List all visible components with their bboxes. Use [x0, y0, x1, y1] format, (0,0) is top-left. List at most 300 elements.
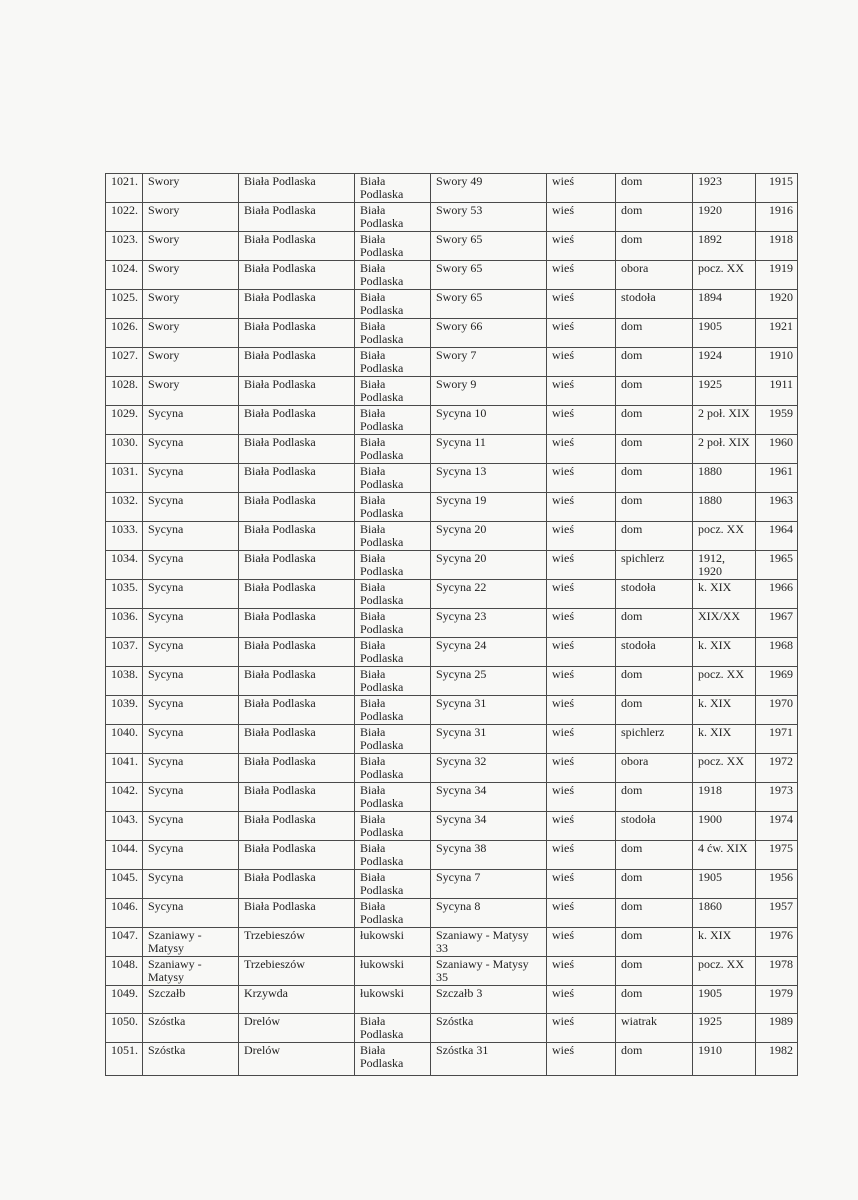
table-row [106, 812, 798, 841]
address-cell: Sycyna 20 [431, 522, 547, 551]
town-cell: Sycyna [143, 841, 239, 870]
object-cell: dom [616, 348, 693, 377]
row-number: 1047. [106, 928, 143, 957]
type-cell: wieś [547, 174, 616, 203]
gmina-cell: Biała Podlaska [239, 783, 355, 812]
town-cell: Sycyna [143, 522, 239, 551]
dating-cell: 4 ćw. XIX [693, 841, 756, 870]
dating-cell: k. XIX [693, 580, 756, 609]
town-cell: Swory [143, 348, 239, 377]
town-cell: Swory [143, 290, 239, 319]
town-cell: Sycyna [143, 812, 239, 841]
address-cell: Szaniawy - Matysy 35 [431, 957, 547, 986]
row-number: 1028. [106, 377, 143, 406]
type-cell: wieś [547, 725, 616, 754]
gmina-cell: Biała Podlaska [239, 203, 355, 232]
register-id-cell: 1963 [756, 493, 798, 522]
address-cell: Sycyna 38 [431, 841, 547, 870]
dating-cell: 1880 [693, 464, 756, 493]
row-number: 1051. [106, 1042, 143, 1075]
table-row [106, 522, 798, 551]
town-cell: Szczałb [143, 986, 239, 1014]
dating-cell: 1880 [693, 493, 756, 522]
address-cell: Szaniawy - Matysy 33 [431, 928, 547, 957]
type-cell: wieś [547, 290, 616, 319]
register-id-cell: 1915 [756, 174, 798, 203]
object-cell: dom [616, 899, 693, 928]
dating-cell: 2 poł. XIX [693, 435, 756, 464]
table-row [106, 899, 798, 928]
powiat-cell: Biała Podlaska [355, 493, 431, 522]
dating-cell: pocz. XX [693, 261, 756, 290]
town-cell: Swory [143, 319, 239, 348]
table-row [106, 957, 798, 986]
dating-cell: 1900 [693, 812, 756, 841]
dating-cell: 1860 [693, 899, 756, 928]
address-cell: Swory 7 [431, 348, 547, 377]
object-cell: dom [616, 986, 693, 1014]
type-cell: wieś [547, 609, 616, 638]
register-id-cell: 1959 [756, 406, 798, 435]
powiat-cell: Biała Podlaska [355, 754, 431, 783]
object-cell: wiatrak [616, 1013, 693, 1042]
address-cell: Szczałb 3 [431, 986, 547, 1014]
register-id-cell: 1982 [756, 1042, 798, 1075]
register-id-cell: 1920 [756, 290, 798, 319]
address-cell: Sycyna 19 [431, 493, 547, 522]
table-row [106, 493, 798, 522]
row-number: 1050. [106, 1013, 143, 1042]
type-cell: wieś [547, 1042, 616, 1075]
address-cell: Swory 49 [431, 174, 547, 203]
town-cell: Sycyna [143, 754, 239, 783]
row-number: 1049. [106, 986, 143, 1014]
type-cell: wieś [547, 493, 616, 522]
town-cell: Sycyna [143, 493, 239, 522]
powiat-cell: Biała Podlaska [355, 696, 431, 725]
gmina-cell: Biała Podlaska [239, 754, 355, 783]
dating-cell: 1905 [693, 870, 756, 899]
town-cell: Sycyna [143, 899, 239, 928]
row-number: 1040. [106, 725, 143, 754]
table-row [106, 348, 798, 377]
table-row [106, 725, 798, 754]
town-cell: Szaniawy - Matysy [143, 928, 239, 957]
town-cell: Swory [143, 232, 239, 261]
table-row [106, 377, 798, 406]
gmina-cell: Drelów [239, 1013, 355, 1042]
type-cell: wieś [547, 464, 616, 493]
town-cell: Szóstka [143, 1013, 239, 1042]
address-cell: Sycyna 31 [431, 696, 547, 725]
object-cell: dom [616, 377, 693, 406]
powiat-cell: Biała Podlaska [355, 290, 431, 319]
register-id-cell: 1957 [756, 899, 798, 928]
row-number: 1042. [106, 783, 143, 812]
powiat-cell: Biała Podlaska [355, 232, 431, 261]
register-id-cell: 1918 [756, 232, 798, 261]
type-cell: wieś [547, 522, 616, 551]
gmina-cell: Biała Podlaska [239, 435, 355, 464]
object-cell: dom [616, 957, 693, 986]
address-cell: Sycyna 22 [431, 580, 547, 609]
row-number: 1034. [106, 551, 143, 580]
row-number: 1025. [106, 290, 143, 319]
object-cell: obora [616, 754, 693, 783]
type-cell: wieś [547, 377, 616, 406]
object-cell: dom [616, 928, 693, 957]
row-number: 1039. [106, 696, 143, 725]
type-cell: wieś [547, 232, 616, 261]
powiat-cell: Biała Podlaska [355, 1042, 431, 1075]
table-row [106, 290, 798, 319]
gmina-cell: Biała Podlaska [239, 493, 355, 522]
type-cell: wieś [547, 435, 616, 464]
object-cell: dom [616, 783, 693, 812]
table-row [106, 232, 798, 261]
dating-cell: k. XIX [693, 928, 756, 957]
powiat-cell: Biała Podlaska [355, 406, 431, 435]
address-cell: Sycyna 13 [431, 464, 547, 493]
gmina-cell: Biała Podlaska [239, 377, 355, 406]
powiat-cell: Biała Podlaska [355, 522, 431, 551]
address-cell: Szóstka 31 [431, 1042, 547, 1075]
table-row [106, 638, 798, 667]
table-row [106, 203, 798, 232]
powiat-cell: Biała Podlaska [355, 812, 431, 841]
gmina-cell: Biała Podlaska [239, 812, 355, 841]
dating-cell: 1918 [693, 783, 756, 812]
register-id-cell: 1989 [756, 1013, 798, 1042]
powiat-cell: Biała Podlaska [355, 319, 431, 348]
register-id-cell: 1971 [756, 725, 798, 754]
object-cell: dom [616, 522, 693, 551]
row-number: 1027. [106, 348, 143, 377]
object-cell: stodoła [616, 638, 693, 667]
powiat-cell: Biała Podlaska [355, 667, 431, 696]
powiat-cell: Biała Podlaska [355, 609, 431, 638]
dating-cell: 1894 [693, 290, 756, 319]
powiat-cell: Biała Podlaska [355, 551, 431, 580]
dating-cell: k. XIX [693, 696, 756, 725]
address-cell: Swory 65 [431, 261, 547, 290]
object-cell: stodoła [616, 580, 693, 609]
gmina-cell: Biała Podlaska [239, 522, 355, 551]
address-cell: Swory 9 [431, 377, 547, 406]
table-row [106, 986, 798, 1014]
object-cell: spichlerz [616, 551, 693, 580]
type-cell: wieś [547, 754, 616, 783]
object-cell: spichlerz [616, 725, 693, 754]
gmina-cell: Biała Podlaska [239, 464, 355, 493]
powiat-cell: Biała Podlaska [355, 377, 431, 406]
table-row [106, 406, 798, 435]
gmina-cell: Biała Podlaska [239, 261, 355, 290]
register-id-cell: 1965 [756, 551, 798, 580]
row-number: 1037. [106, 638, 143, 667]
register-id-cell: 1910 [756, 348, 798, 377]
type-cell: wieś [547, 638, 616, 667]
gmina-cell: Biała Podlaska [239, 232, 355, 261]
gmina-cell: Biała Podlaska [239, 841, 355, 870]
dating-cell: pocz. XX [693, 522, 756, 551]
gmina-cell: Biała Podlaska [239, 580, 355, 609]
address-cell: Swory 65 [431, 232, 547, 261]
dating-cell: 2 poł. XIX [693, 406, 756, 435]
powiat-cell: łukowski [355, 986, 431, 1014]
type-cell: wieś [547, 203, 616, 232]
table-row [106, 319, 798, 348]
object-cell: dom [616, 609, 693, 638]
register-id-cell: 1970 [756, 696, 798, 725]
gmina-cell: Biała Podlaska [239, 609, 355, 638]
address-cell: Sycyna 7 [431, 870, 547, 899]
powiat-cell: Biała Podlaska [355, 870, 431, 899]
type-cell: wieś [547, 783, 616, 812]
table-row [106, 754, 798, 783]
dating-cell: 1892 [693, 232, 756, 261]
dating-cell: k. XIX [693, 638, 756, 667]
dating-cell: k. XIX [693, 725, 756, 754]
object-cell: stodoła [616, 812, 693, 841]
object-cell: dom [616, 406, 693, 435]
gmina-cell: Krzywda [239, 986, 355, 1014]
table-row [106, 261, 798, 290]
gmina-cell: Biała Podlaska [239, 899, 355, 928]
powiat-cell: Biała Podlaska [355, 1013, 431, 1042]
gmina-cell: Biała Podlaska [239, 348, 355, 377]
row-number: 1030. [106, 435, 143, 464]
gmina-cell: Biała Podlaska [239, 870, 355, 899]
register-id-cell: 1916 [756, 203, 798, 232]
register-id-cell: 1919 [756, 261, 798, 290]
register-id-cell: 1964 [756, 522, 798, 551]
row-number: 1041. [106, 754, 143, 783]
dating-cell: 1910 [693, 1042, 756, 1075]
row-number: 1022. [106, 203, 143, 232]
address-cell: Sycyna 32 [431, 754, 547, 783]
table-row [106, 783, 798, 812]
gmina-cell: Biała Podlaska [239, 638, 355, 667]
town-cell: Swory [143, 203, 239, 232]
dating-cell: 1923 [693, 174, 756, 203]
row-number: 1044. [106, 841, 143, 870]
gmina-cell: Biała Podlaska [239, 551, 355, 580]
register-id-cell: 1968 [756, 638, 798, 667]
powiat-cell: łukowski [355, 957, 431, 986]
row-number: 1033. [106, 522, 143, 551]
object-cell: dom [616, 870, 693, 899]
town-cell: Sycyna [143, 435, 239, 464]
address-cell: Sycyna 10 [431, 406, 547, 435]
object-cell: dom [616, 1042, 693, 1075]
object-cell: obora [616, 261, 693, 290]
object-cell: dom [616, 464, 693, 493]
powiat-cell: łukowski [355, 928, 431, 957]
gmina-cell: Trzebieszów [239, 957, 355, 986]
type-cell: wieś [547, 957, 616, 986]
object-cell: dom [616, 435, 693, 464]
type-cell: wieś [547, 696, 616, 725]
monument-register-table [105, 173, 798, 1076]
dating-cell: 1920 [693, 203, 756, 232]
row-number: 1043. [106, 812, 143, 841]
object-cell: dom [616, 319, 693, 348]
object-cell: dom [616, 667, 693, 696]
register-id-cell: 1960 [756, 435, 798, 464]
address-cell: Sycyna 23 [431, 609, 547, 638]
register-id-cell: 1967 [756, 609, 798, 638]
register-id-cell: 1969 [756, 667, 798, 696]
address-cell: Swory 65 [431, 290, 547, 319]
gmina-cell: Biała Podlaska [239, 290, 355, 319]
town-cell: Swory [143, 174, 239, 203]
address-cell: Sycyna 34 [431, 783, 547, 812]
address-cell: Swory 53 [431, 203, 547, 232]
address-cell: Sycyna 11 [431, 435, 547, 464]
register-id-cell: 1976 [756, 928, 798, 957]
register-id-cell: 1972 [756, 754, 798, 783]
register-id-cell: 1956 [756, 870, 798, 899]
object-cell: dom [616, 696, 693, 725]
register-id-cell: 1961 [756, 464, 798, 493]
row-number: 1048. [106, 957, 143, 986]
type-cell: wieś [547, 1013, 616, 1042]
table-row [106, 928, 798, 957]
gmina-cell: Biała Podlaska [239, 174, 355, 203]
table-row [106, 696, 798, 725]
type-cell: wieś [547, 261, 616, 290]
table-row [106, 667, 798, 696]
gmina-cell: Biała Podlaska [239, 725, 355, 754]
powiat-cell: Biała Podlaska [355, 464, 431, 493]
powiat-cell: Biała Podlaska [355, 203, 431, 232]
dating-cell: 1912, 1920 [693, 551, 756, 580]
object-cell: dom [616, 493, 693, 522]
address-cell: Sycyna 31 [431, 725, 547, 754]
table-row [106, 580, 798, 609]
address-cell: Sycyna 34 [431, 812, 547, 841]
type-cell: wieś [547, 319, 616, 348]
town-cell: Sycyna [143, 464, 239, 493]
table-row [106, 1042, 798, 1075]
type-cell: wieś [547, 580, 616, 609]
town-cell: Sycyna [143, 609, 239, 638]
powiat-cell: Biała Podlaska [355, 841, 431, 870]
object-cell: stodoła [616, 290, 693, 319]
object-cell: dom [616, 841, 693, 870]
table-row [106, 435, 798, 464]
table-row [106, 551, 798, 580]
row-number: 1046. [106, 899, 143, 928]
type-cell: wieś [547, 812, 616, 841]
address-cell: Szóstka [431, 1013, 547, 1042]
dating-cell: pocz. XX [693, 957, 756, 986]
powiat-cell: Biała Podlaska [355, 783, 431, 812]
register-id-cell: 1979 [756, 986, 798, 1014]
town-cell: Sycyna [143, 551, 239, 580]
dating-cell: pocz. XX [693, 667, 756, 696]
table-row [106, 870, 798, 899]
table-row [106, 174, 798, 203]
address-cell: Sycyna 25 [431, 667, 547, 696]
row-number: 1036. [106, 609, 143, 638]
dating-cell: pocz. XX [693, 754, 756, 783]
town-cell: Swory [143, 261, 239, 290]
row-number: 1032. [106, 493, 143, 522]
type-cell: wieś [547, 899, 616, 928]
town-cell: Sycyna [143, 725, 239, 754]
table-row [106, 609, 798, 638]
type-cell: wieś [547, 928, 616, 957]
town-cell: Sycyna [143, 580, 239, 609]
row-number: 1031. [106, 464, 143, 493]
powiat-cell: Biała Podlaska [355, 580, 431, 609]
address-cell: Sycyna 8 [431, 899, 547, 928]
town-cell: Sycyna [143, 638, 239, 667]
address-cell: Sycyna 24 [431, 638, 547, 667]
register-id-cell: 1921 [756, 319, 798, 348]
table-row [106, 841, 798, 870]
row-number: 1023. [106, 232, 143, 261]
type-cell: wieś [547, 348, 616, 377]
town-cell: Szóstka [143, 1042, 239, 1075]
row-number: 1038. [106, 667, 143, 696]
town-cell: Szaniawy - Matysy [143, 957, 239, 986]
gmina-cell: Drelów [239, 1042, 355, 1075]
powiat-cell: Biała Podlaska [355, 435, 431, 464]
type-cell: wieś [547, 841, 616, 870]
powiat-cell: Biała Podlaska [355, 725, 431, 754]
town-cell: Swory [143, 377, 239, 406]
table-row [106, 1013, 798, 1042]
object-cell: dom [616, 203, 693, 232]
object-cell: dom [616, 232, 693, 261]
row-number: 1021. [106, 174, 143, 203]
register-id-cell: 1975 [756, 841, 798, 870]
dating-cell: 1905 [693, 986, 756, 1014]
register-id-cell: 1973 [756, 783, 798, 812]
gmina-cell: Biała Podlaska [239, 319, 355, 348]
gmina-cell: Biała Podlaska [239, 696, 355, 725]
town-cell: Sycyna [143, 406, 239, 435]
powiat-cell: Biała Podlaska [355, 261, 431, 290]
powiat-cell: Biała Podlaska [355, 174, 431, 203]
type-cell: wieś [547, 551, 616, 580]
address-cell: Sycyna 20 [431, 551, 547, 580]
powiat-cell: Biała Podlaska [355, 348, 431, 377]
gmina-cell: Biała Podlaska [239, 406, 355, 435]
gmina-cell: Trzebieszów [239, 928, 355, 957]
object-cell: dom [616, 174, 693, 203]
dating-cell: 1924 [693, 348, 756, 377]
register-id-cell: 1974 [756, 812, 798, 841]
row-number: 1024. [106, 261, 143, 290]
type-cell: wieś [547, 667, 616, 696]
table-row [106, 464, 798, 493]
dating-cell: 1905 [693, 319, 756, 348]
gmina-cell: Biała Podlaska [239, 667, 355, 696]
type-cell: wieś [547, 406, 616, 435]
town-cell: Sycyna [143, 667, 239, 696]
dating-cell: 1925 [693, 377, 756, 406]
dating-cell: XIX/XX [693, 609, 756, 638]
address-cell: Swory 66 [431, 319, 547, 348]
row-number: 1035. [106, 580, 143, 609]
powiat-cell: Biała Podlaska [355, 899, 431, 928]
dating-cell: 1925 [693, 1013, 756, 1042]
register-id-cell: 1978 [756, 957, 798, 986]
